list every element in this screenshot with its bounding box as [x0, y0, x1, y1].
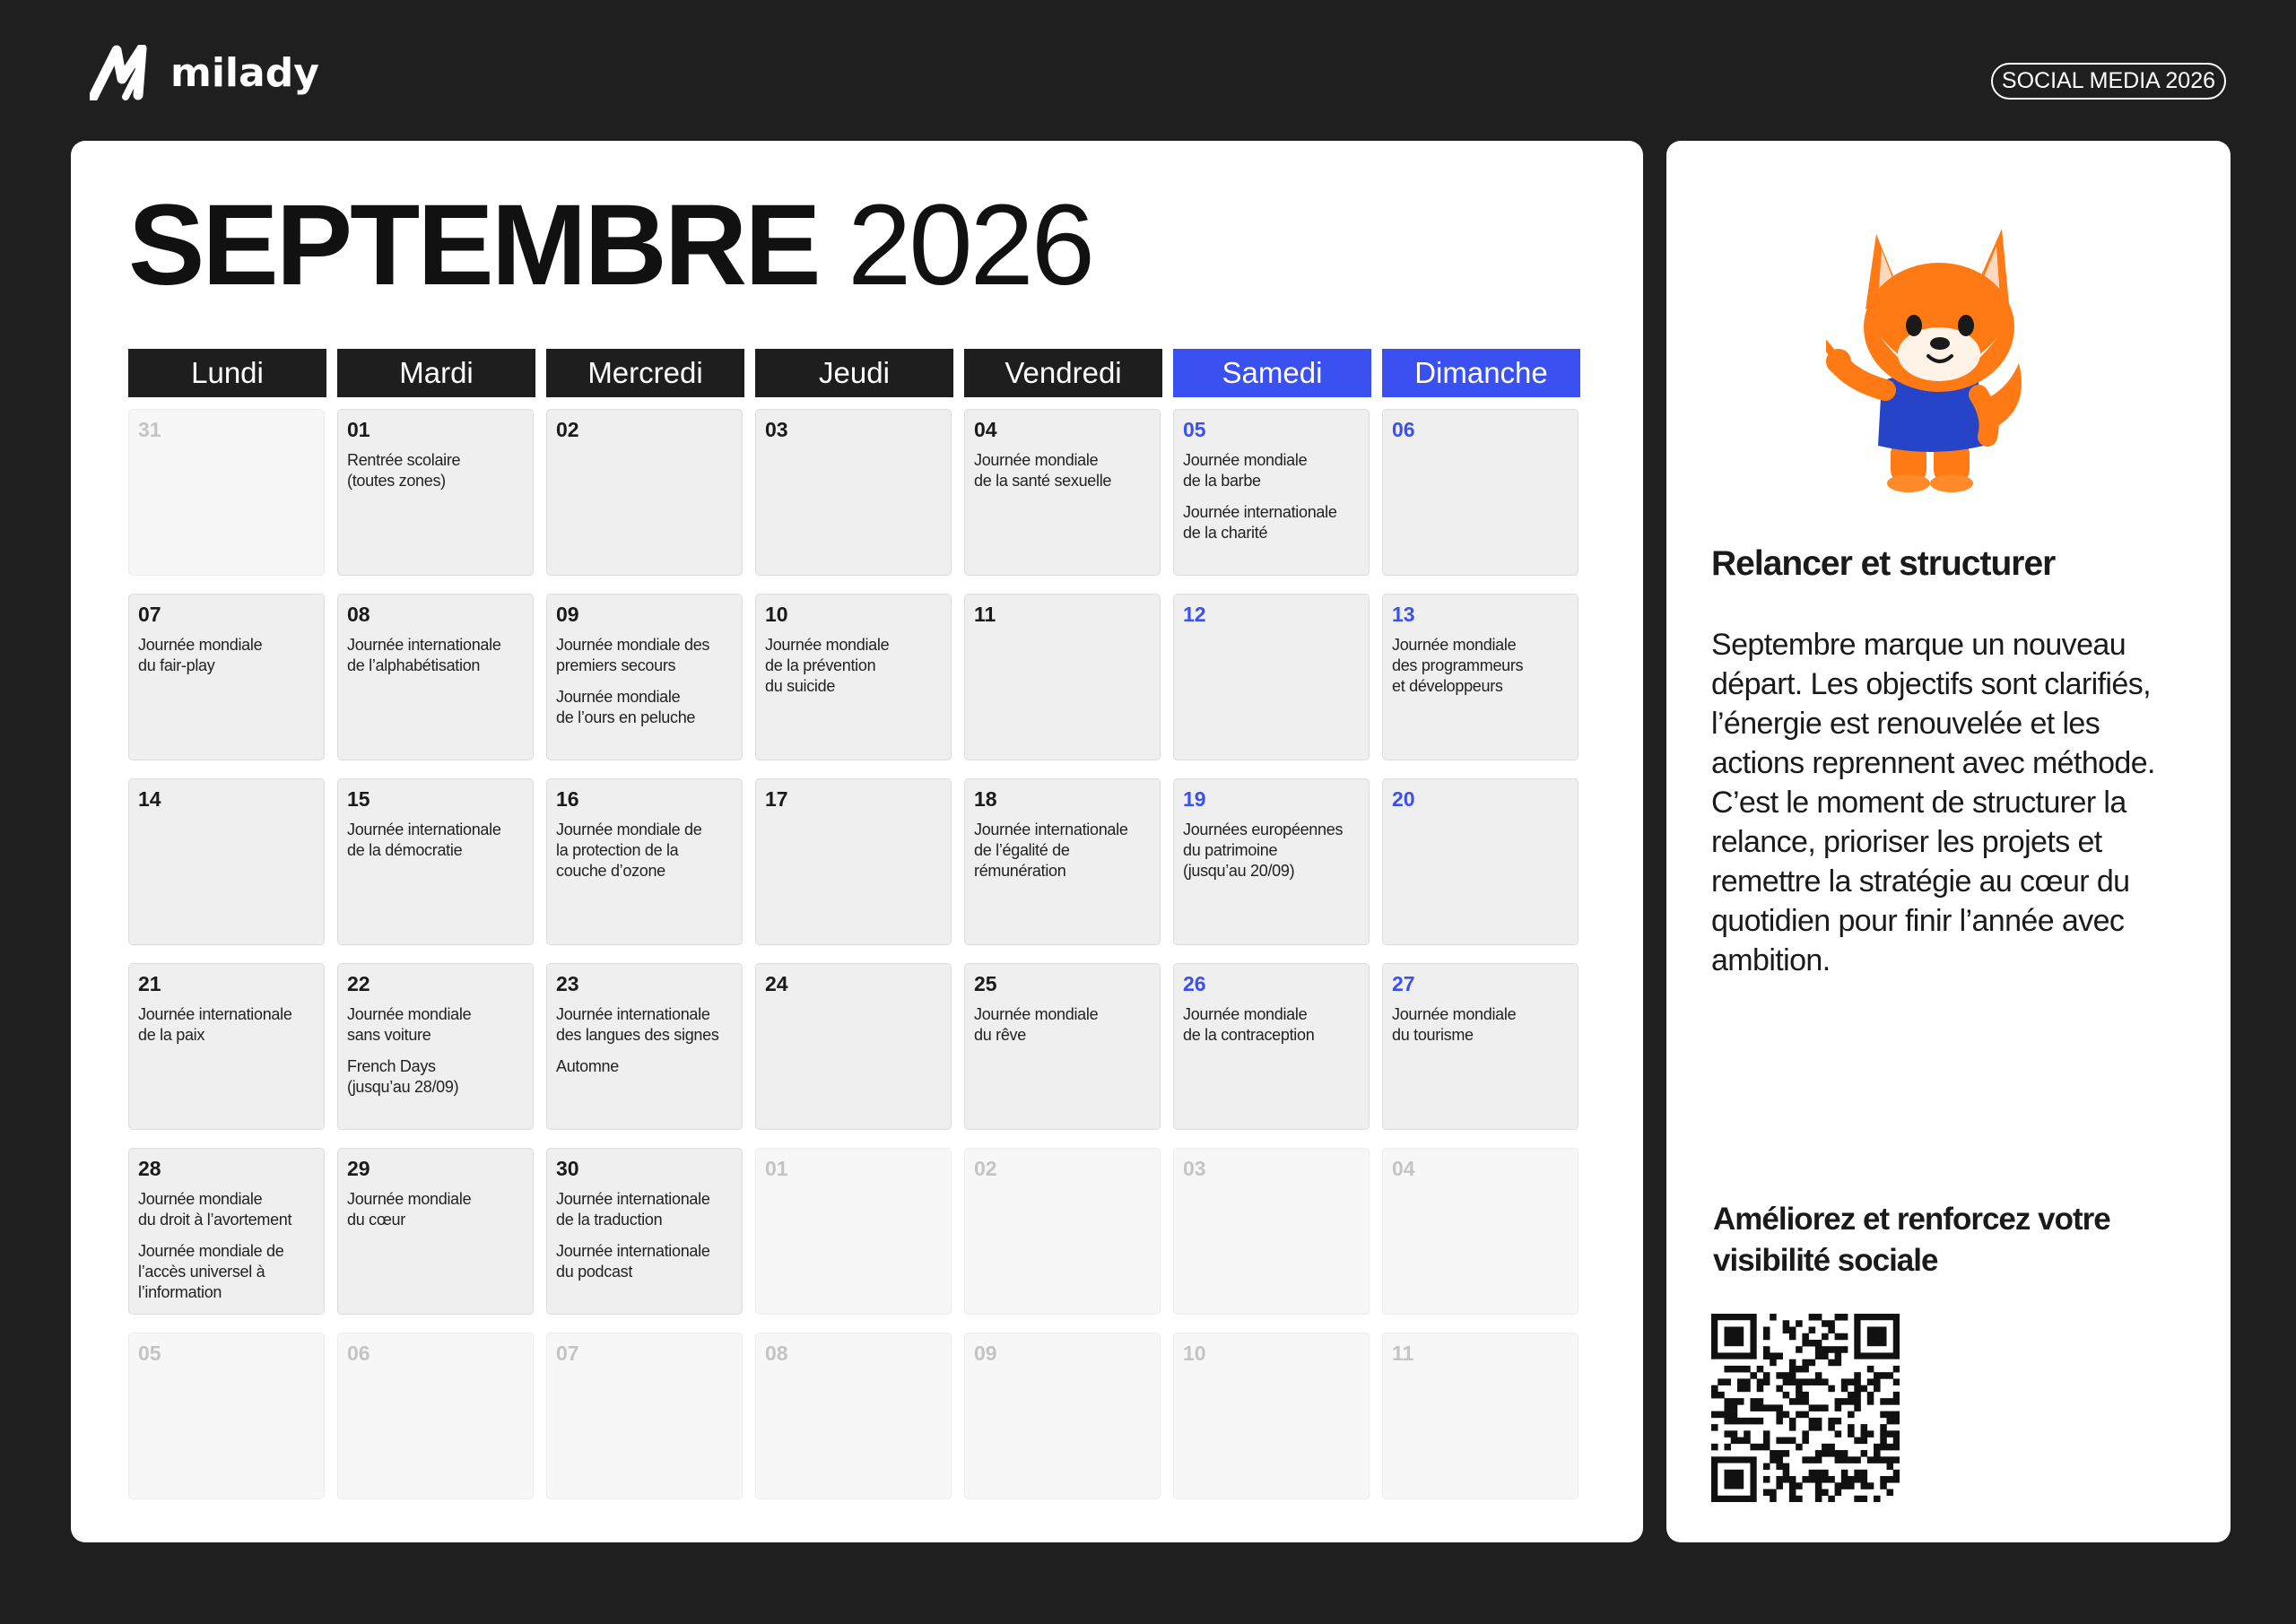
calendar-day-cell[interactable] [1173, 1333, 1370, 1499]
calendar-day-cell[interactable] [964, 963, 1161, 1130]
day-number: 10 [1183, 1342, 1206, 1365]
day-number: 20 [1392, 787, 1415, 811]
day-number: 22 [347, 972, 370, 995]
calendar-day-cell[interactable] [1382, 1333, 1578, 1499]
calendar-day-cell[interactable] [1173, 594, 1370, 760]
calendar-day-cell[interactable] [755, 594, 952, 760]
calendar-day-cell[interactable] [337, 778, 534, 945]
day-event: Journée mondiale du cœur [347, 1190, 472, 1229]
day-event: Journée mondiale du fair-play [138, 636, 263, 674]
year: 2026 [848, 181, 1092, 309]
day-number: 02 [556, 418, 579, 441]
calendar-card [71, 141, 1643, 1542]
calendar-day-cell[interactable] [546, 1148, 743, 1315]
calendar-day-cell[interactable] [546, 778, 743, 945]
calendar-day-cell[interactable] [964, 1148, 1161, 1315]
day-number: 30 [556, 1157, 579, 1180]
day-number: 04 [1392, 1157, 1415, 1180]
day-event: Journée mondiale de la prévention du suicide [765, 636, 890, 695]
calendar-day-cell[interactable] [546, 409, 743, 576]
weekday-header-vendredi: Vendredi [964, 349, 1162, 397]
calendar-day-cell[interactable] [755, 409, 952, 576]
calendar-day-cell[interactable] [1382, 1148, 1578, 1315]
calendar-day-cell[interactable] [546, 594, 743, 760]
day-number: 21 [138, 972, 161, 995]
calendar-day-cell[interactable] [128, 594, 325, 760]
day-event: Rentrée scolaire (toutes zones) [347, 451, 461, 490]
weekday-header-lundi: Lundi [128, 349, 326, 397]
day-number: 08 [765, 1342, 788, 1365]
day-number: 11 [1392, 1342, 1414, 1365]
brand-logo [90, 45, 319, 100]
day-number: 15 [347, 787, 370, 811]
calendar-day-cell[interactable] [1173, 963, 1370, 1130]
day-number: 09 [974, 1342, 997, 1365]
sidebar-title: Relancer et structurer [1711, 544, 2056, 583]
day-number: 10 [765, 603, 788, 626]
day-event: Journées européennes du patrimoine (jusqu’au 20/09) [1183, 821, 1344, 880]
day-number: 07 [138, 603, 161, 626]
weekday-header-samedi: Samedi [1173, 349, 1371, 397]
calendar-day-cell[interactable] [755, 1333, 952, 1499]
day-number: 13 [1392, 603, 1415, 626]
day-number: 01 [347, 418, 370, 441]
calendar-day-cell[interactable] [755, 1148, 952, 1315]
day-number: 17 [765, 787, 788, 811]
calendar-day-cell[interactable] [128, 1148, 325, 1315]
calendar-day-cell[interactable] [1382, 778, 1578, 945]
calendar-day-cell[interactable] [964, 594, 1161, 760]
day-event: Journée mondiale des programmeurs et développeurs [1392, 636, 1524, 695]
day-event: Journée mondiale du droit à l’avortement [138, 1190, 292, 1229]
calendar-day-cell[interactable] [1382, 594, 1578, 760]
fox-mascot-icon [1826, 211, 2041, 498]
calendar-day-cell[interactable] [964, 409, 1161, 576]
day-number: 05 [1183, 418, 1206, 441]
day-event: Journée internationale de la traduction [556, 1190, 710, 1229]
day-number: 16 [556, 787, 579, 811]
day-event: Journée mondiale de la protection de la couche d’ozone [556, 821, 702, 880]
calendar-day-cell[interactable] [128, 778, 325, 945]
day-event: Journée internationale de la charité [1183, 503, 1337, 542]
day-number: 25 [974, 972, 997, 995]
day-number: 26 [1183, 972, 1206, 995]
sidebar-cta: Améliorez et renforcez votre visibilité sociale [1713, 1202, 2110, 1278]
day-event: Journée mondiale de la barbe [1183, 451, 1308, 490]
day-event: Journée mondiale de l’accès universel à l’information [138, 1242, 284, 1301]
day-number: 11 [974, 603, 996, 626]
day-number: 23 [556, 972, 579, 995]
day-number: 28 [138, 1157, 161, 1180]
day-number: 24 [765, 972, 788, 995]
day-event: Journée mondiale de la contraception [1183, 1005, 1315, 1044]
day-number: 03 [765, 418, 788, 441]
day-event: Journée internationale de l’alphabétisation [347, 636, 501, 674]
month-title [128, 178, 1092, 313]
day-number: 18 [974, 787, 997, 811]
calendar-day-cell[interactable] [1382, 963, 1578, 1130]
day-event: Journée mondiale sans voiture [347, 1005, 472, 1044]
calendar-day-cell[interactable] [337, 1333, 534, 1499]
calendar-day-cell[interactable] [337, 409, 534, 576]
day-number: 31 [138, 418, 161, 441]
day-event: Journée mondiale du tourisme [1392, 1005, 1517, 1044]
day-event: Journée mondiale de l’ours en peluche [556, 688, 696, 726]
day-event: Journée internationale du podcast [556, 1242, 710, 1281]
day-event: French Days (jusqu’au 28/09) [347, 1057, 459, 1096]
day-number: 19 [1183, 787, 1206, 811]
sidebar-card [1666, 141, 2231, 1542]
day-event: Journée mondiale des premiers secours [556, 636, 710, 674]
day-event: Journée mondiale de la santé sexuelle [974, 451, 1112, 490]
day-number: 27 [1392, 972, 1415, 995]
calendar-day-cell[interactable] [128, 963, 325, 1130]
weekday-header-dimanche: Dimanche [1382, 349, 1580, 397]
qr-code-icon[interactable] [1711, 1314, 1900, 1502]
day-number: 02 [974, 1157, 997, 1180]
brand-name: milady [170, 49, 319, 96]
sidebar-body: Septembre marque un nouveau départ. Les objectifs sont clarifiés, l’énergie est renouvelée et les actions reprennent avec méthode. C’est le moment de structurer la relance, prioriser les projets et remettre la stratégie au cœur du quotidien pour finir l’année avec ambition. [1711, 628, 2155, 977]
calendar-day-cell[interactable] [1382, 409, 1578, 576]
calendar-day-cell[interactable] [128, 1333, 325, 1499]
weekday-header-mercredi: Mercredi [546, 349, 744, 397]
calendar-day-cell[interactable] [755, 963, 952, 1130]
day-event: Journée internationale de la paix [138, 1005, 292, 1044]
day-number: 06 [347, 1342, 370, 1365]
weekday-header-mardi: Mardi [337, 349, 535, 397]
day-event: Journée internationale des langues des signes [556, 1005, 719, 1044]
calendar-day-cell[interactable] [755, 778, 952, 945]
social-media-badge: SOCIAL MEDIA 2026 [1991, 63, 2226, 100]
weekday-header-jeudi: Jeudi [755, 349, 953, 397]
day-number: 12 [1183, 603, 1206, 626]
day-number: 07 [556, 1342, 579, 1365]
day-number: 06 [1392, 418, 1415, 441]
calendar-day-cell[interactable] [964, 1333, 1161, 1499]
day-number: 04 [974, 418, 997, 441]
calendar-day-cell[interactable] [337, 1148, 534, 1315]
day-event: Journée mondiale du rêve [974, 1005, 1099, 1044]
day-number: 03 [1183, 1157, 1206, 1180]
calendar-day-cell[interactable] [1173, 1148, 1370, 1315]
calendar-day-cell[interactable] [337, 963, 534, 1130]
day-event: Journée internationale de la démocratie [347, 821, 501, 859]
day-number: 01 [765, 1157, 788, 1180]
calendar-day-cell[interactable] [1173, 778, 1370, 945]
day-number: 09 [556, 603, 579, 626]
day-number: 14 [138, 787, 161, 811]
calendar-day-cell[interactable] [1173, 409, 1370, 576]
calendar-day-cell[interactable] [128, 409, 325, 576]
day-number: 29 [347, 1157, 370, 1180]
milady-logo-icon [90, 45, 163, 100]
calendar-day-cell[interactable] [546, 1333, 743, 1499]
day-event: Journée internationale de l’égalité de rémunération [974, 821, 1128, 880]
day-number: 08 [347, 603, 370, 626]
calendar-day-cell[interactable] [964, 778, 1161, 945]
day-event: Automne [556, 1057, 619, 1075]
day-number: 05 [138, 1342, 161, 1365]
calendar-day-cell[interactable] [337, 594, 534, 760]
month-name: SEPTEMBRE [128, 181, 819, 309]
calendar-day-cell[interactable] [546, 963, 743, 1130]
